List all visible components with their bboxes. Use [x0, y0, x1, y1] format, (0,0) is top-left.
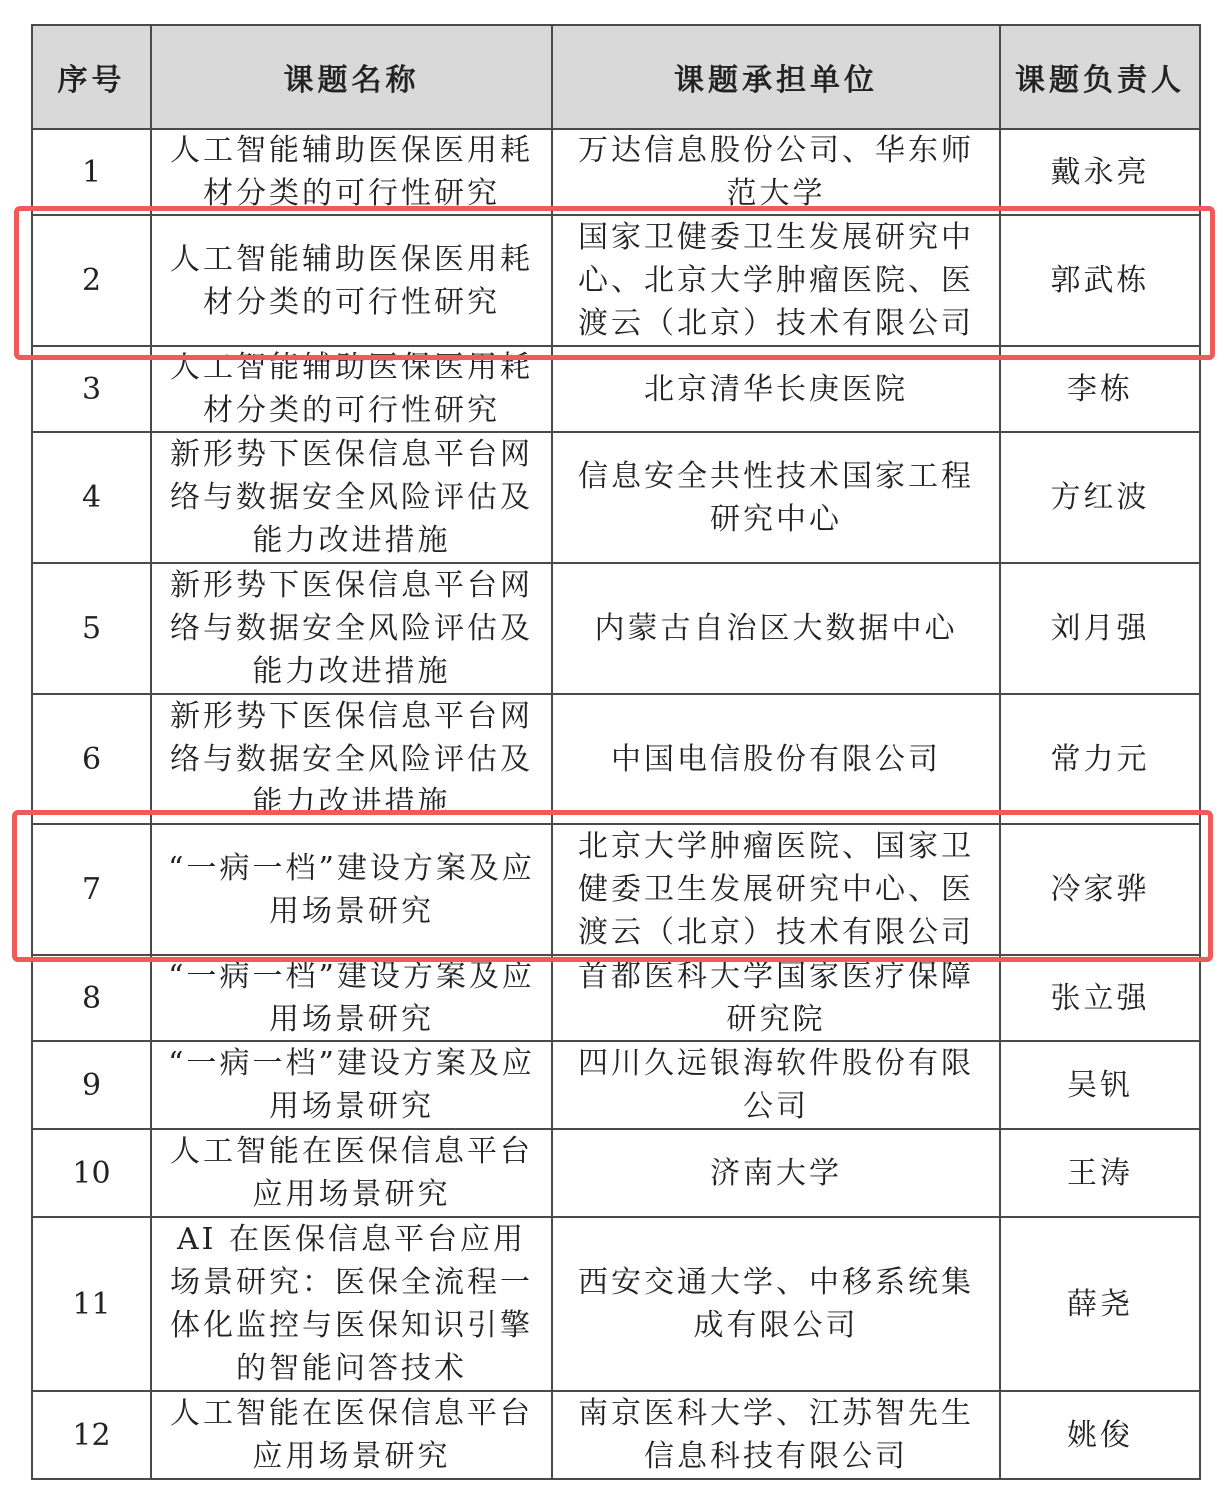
row-title-text: “一病一档”建设方案及应用场景研究 [168, 959, 535, 1037]
row-title: “一病一档”建设方案及应用场景研究 [151, 824, 552, 955]
row-title: AI 在医保信息平台应用场景研究：医保全流程一体化监控与医保知识引擎的智能问答技术 [151, 1217, 552, 1391]
row-unit-text: 万达信息股份公司、华东师范大学 [578, 133, 974, 211]
row-unit: 内蒙古自治区大数据中心 [552, 563, 1000, 694]
row-lead: 李栋 [1000, 346, 1200, 432]
table-row [32, 1391, 1200, 1479]
row-title: 新形势下医保信息平台网络与数据安全风险评估及能力改进措施 [151, 432, 552, 563]
table-row [32, 563, 1200, 694]
row-title-text: 新形势下医保信息平台网络与数据安全风险评估及能力改进措施 [170, 698, 533, 820]
table-header-row [32, 25, 1200, 129]
row-title [151, 955, 552, 1041]
row-title: 人工智能在医保信息平台应用场景研究 [151, 1129, 552, 1217]
row-number: 3 [32, 346, 151, 432]
table-row [32, 215, 1200, 346]
row-title: 人工智能在医保信息平台应用场景研究 [151, 1391, 552, 1479]
row-number: 5 [32, 563, 151, 694]
row-unit: 西安交通大学、中移系统集成有限公司 [552, 1217, 1000, 1391]
row-lead: 常力元 [1000, 694, 1200, 824]
row-number: 2 [32, 215, 151, 346]
table-row [32, 346, 1200, 432]
row-unit: 北京大学肿瘤医院、国家卫健委卫生发展研究中心、医渡云（北京）技术有限公司 [552, 824, 1000, 955]
row-unit-text: 首都医科大学国家医疗保障研究院 [578, 959, 974, 1037]
project-table [31, 24, 1201, 1480]
row-unit: 国家卫健委卫生发展研究中心、北京大学肿瘤医院、医渡云（北京）技术有限公司 [552, 215, 1000, 346]
row-unit [552, 955, 1000, 1041]
row-number: 10 [32, 1129, 151, 1217]
row-unit: 南京医科大学、江苏智先生信息科技有限公司 [552, 1391, 1000, 1479]
row-lead: 戴永亮 [1000, 129, 1200, 215]
row-lead: 方红波 [1000, 432, 1200, 563]
header-number: 序号 [32, 25, 151, 129]
row-lead: 吴钒 [1000, 1041, 1200, 1129]
row-title: 人工智能辅助医保医用耗材分类的可行性研究 [151, 215, 552, 346]
row-lead: 冷家骅 [1000, 824, 1200, 955]
row-lead: 姚俊 [1000, 1391, 1200, 1479]
row-number: 8 [32, 955, 151, 1041]
table-row [32, 824, 1200, 955]
table-row [32, 432, 1200, 563]
table-row [32, 1217, 1200, 1391]
row-unit: 信息安全共性技术国家工程研究中心 [552, 432, 1000, 563]
row-unit: 中国电信股份有限公司 [552, 694, 1000, 824]
row-title [151, 129, 552, 215]
row-number: 1 [32, 129, 151, 215]
row-unit [552, 129, 1000, 215]
table-row [32, 1041, 1200, 1129]
row-title-text: 人工智能辅助医保医用耗材分类的可行性研究 [170, 133, 533, 211]
row-title [151, 346, 552, 432]
row-lead: 张立强 [1000, 955, 1200, 1041]
project-table-container [31, 24, 1199, 1480]
row-unit: 北京清华长庚医院 [552, 346, 1000, 432]
row-lead: 刘月强 [1000, 563, 1200, 694]
header-undertaking-unit: 课题承担单位 [552, 25, 1000, 129]
row-unit: 四川久远银海软件股份有限公司 [552, 1041, 1000, 1129]
row-number: 12 [32, 1391, 151, 1479]
row-title: “一病一档”建设方案及应用场景研究 [151, 1041, 552, 1129]
table-row [32, 1129, 1200, 1217]
row-number: 9 [32, 1041, 151, 1129]
row-title [151, 694, 552, 824]
row-title-text: 人工智能辅助医保医用耗材分类的可行性研究 [170, 350, 533, 428]
row-number: 7 [32, 824, 151, 955]
row-lead: 郭武栋 [1000, 215, 1200, 346]
row-number: 4 [32, 432, 151, 563]
row-number: 11 [32, 1217, 151, 1391]
header-project-title: 课题名称 [151, 25, 552, 129]
header-project-lead: 课题负责人 [1000, 25, 1200, 129]
row-lead: 薛尧 [1000, 1217, 1200, 1391]
table-row [32, 129, 1200, 215]
table-row [32, 955, 1200, 1041]
row-title: 新形势下医保信息平台网络与数据安全风险评估及能力改进措施 [151, 563, 552, 694]
row-number: 6 [32, 694, 151, 824]
row-unit: 济南大学 [552, 1129, 1000, 1217]
row-lead: 王涛 [1000, 1129, 1200, 1217]
table-row [32, 694, 1200, 824]
